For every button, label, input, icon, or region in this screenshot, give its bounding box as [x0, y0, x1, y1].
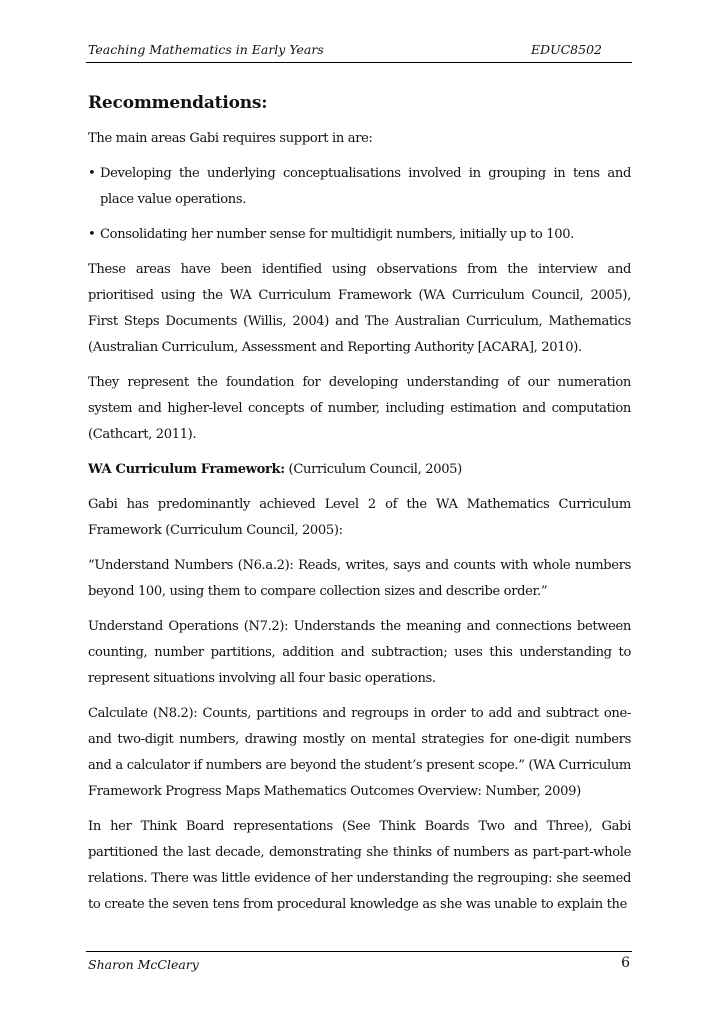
intro-paragraph: The main areas Gabi requires support in are:	[88, 131, 373, 146]
list-item-text: Consolidating her number sense for multidigit numbers, initially up to 100.	[100, 227, 574, 242]
framework-citation: (Curriculum Council, 2005)	[284, 462, 462, 477]
course-code: EDUC8502	[530, 42, 602, 57]
list-item	[88, 222, 631, 248]
body-paragraph: Understand Operations (N7.2): Understands the meaning and connections between counting, number partitions, addition and subtraction; uses this understanding to represent situations involving all four basic operations.	[88, 619, 631, 686]
body-paragraph: In her Think Board representations (See Think Boards Two and Three), Gabi partitioned the last decade, demonstrating she thinks of numbers as part-part-whole relations. There was little evidence of her understanding the regrouping: she seemed to create the seven tens from procedural knowledge as she was unable to explain the	[88, 819, 631, 912]
page-header	[86, 38, 632, 63]
list-item	[88, 161, 631, 213]
body-paragraph: Calculate (N8.2): Counts, partitions and regroups in order to add and subtract one-and two-digit numbers, drawing mostly on mental strategies for one-digit numbers and a calculator if numbers are beyond the student’s present scope.” (WA Curriculum Framework Progress Maps Mathematics Outcomes Overview: Number, 2009)	[88, 706, 631, 799]
framework-heading-line	[88, 457, 631, 483]
course-title: Teaching Mathematics in Early Years	[88, 42, 324, 57]
page-number: 6	[621, 955, 630, 971]
page-footer	[86, 951, 632, 978]
author-name: Sharon McCleary	[88, 957, 199, 972]
bullet-icon: •	[88, 227, 96, 242]
bullet-icon: •	[88, 166, 96, 181]
body-paragraph: These areas have been identified using observations from the interview and prioritised using the WA Curriculum Framework (WA Curriculum Council, 2005), First Steps Documents (Willis, 2004) and The Australian Curriculum, Mathematics (Australian Curriculum, Assessment and Reporting Authority [ACARA], 2010).	[88, 262, 631, 355]
body-paragraph: Gabi has predominantly achieved Level 2 of the WA Mathematics Curriculum Framework (Curriculum Council, 2005):	[88, 497, 631, 538]
list-item-text: Developing the underlying conceptualisations involved in grouping in tens and place value operations.	[100, 166, 631, 207]
framework-heading: WA Curriculum Framework:	[88, 462, 285, 477]
section-heading: Recommendations:	[88, 93, 268, 113]
body-paragraph: “Understand Numbers (N6.a.2): Reads, writes, says and counts with whole numbers beyond 100, using them to compare collection sizes and describe order.”	[88, 558, 631, 599]
body-paragraph: They represent the foundation for developing understanding of our numeration system and higher-level concepts of number, including estimation and computation (Cathcart, 2011).	[88, 375, 631, 442]
support-areas-list	[88, 161, 631, 248]
page-content	[88, 90, 631, 927]
